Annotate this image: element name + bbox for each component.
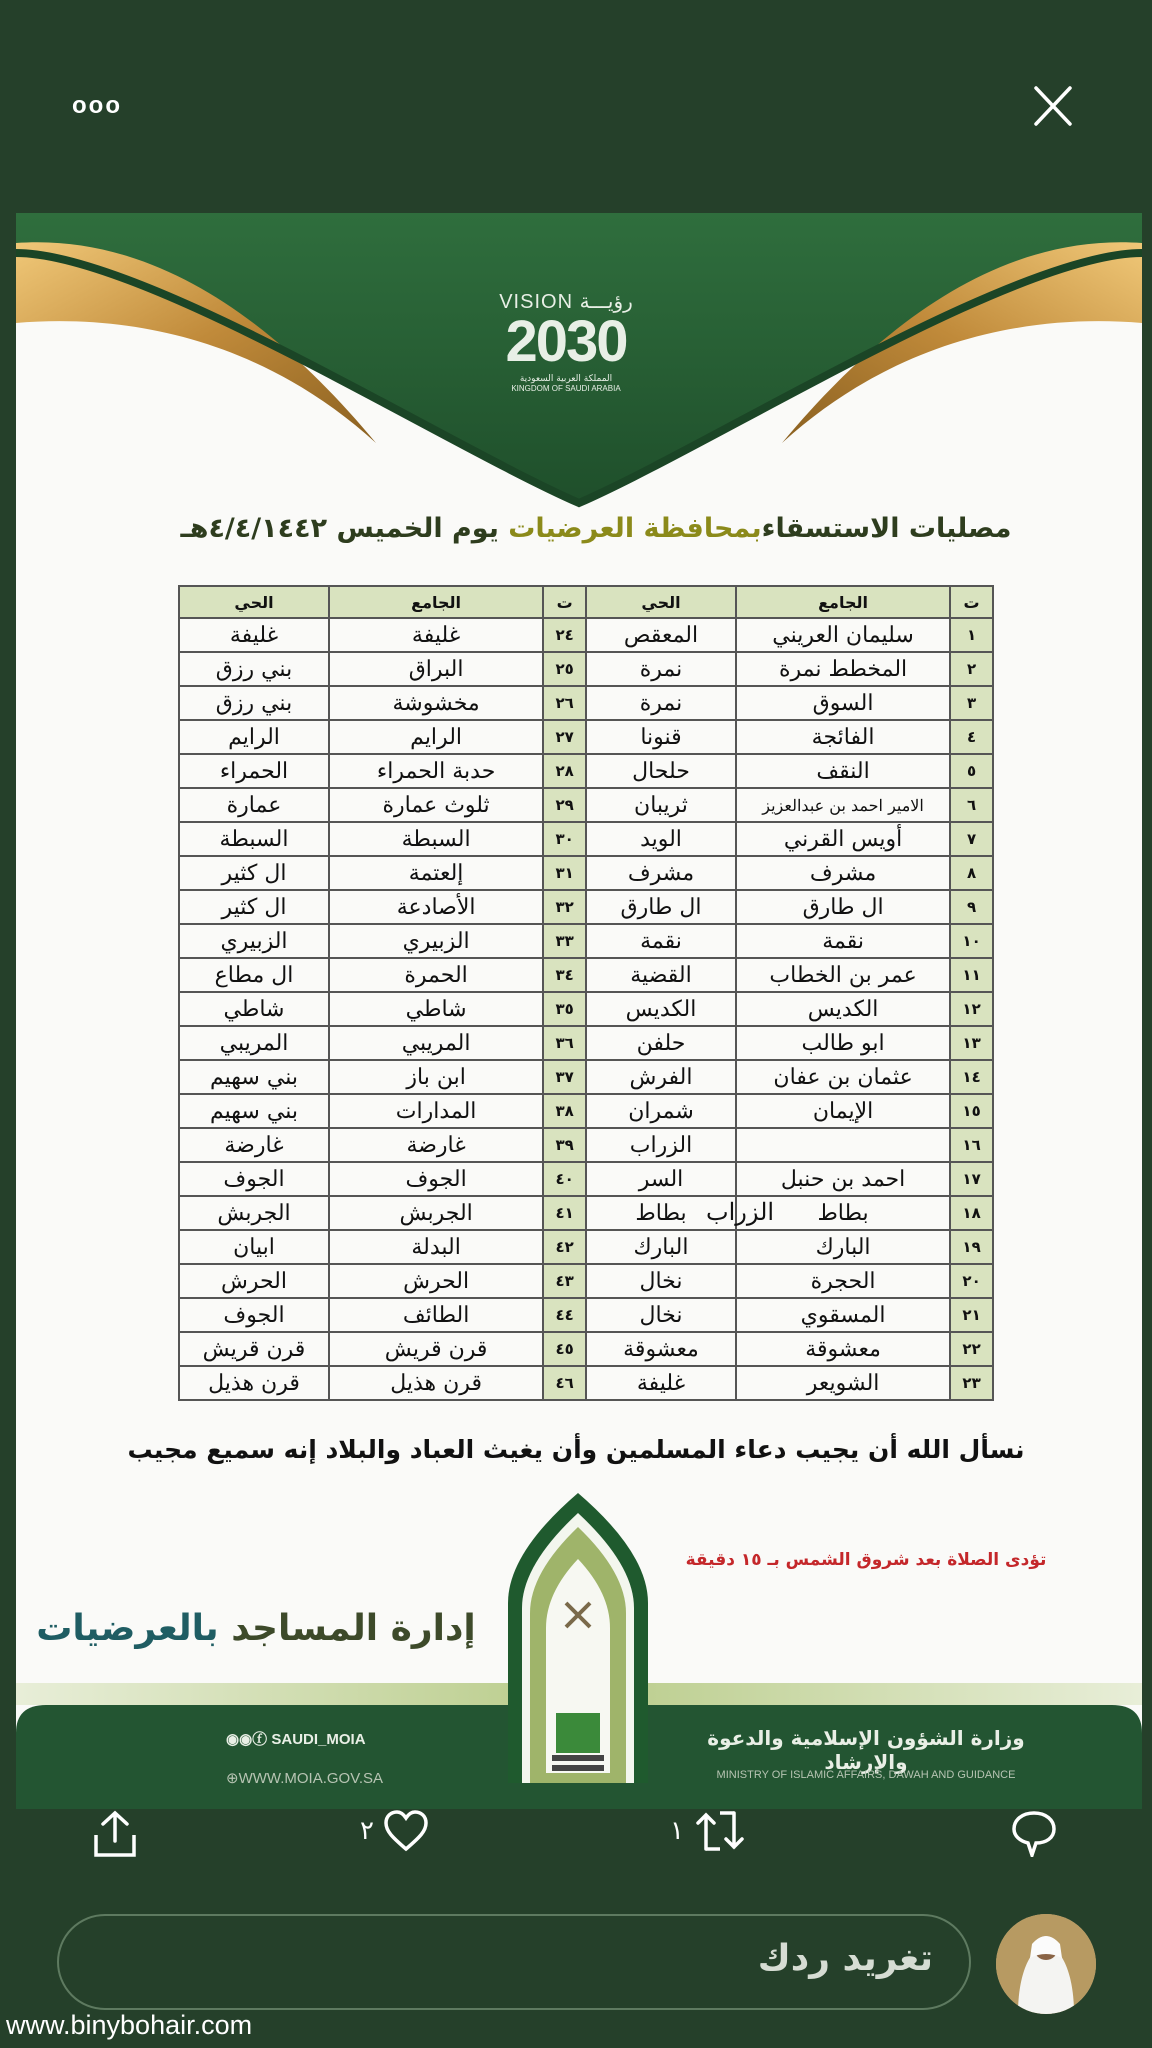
district-cell: بطاط xyxy=(586,1196,736,1230)
table-row xyxy=(179,890,993,924)
district-cell: الجربش xyxy=(179,1196,329,1230)
table-row xyxy=(179,1230,993,1264)
district-cell: الجوف xyxy=(179,1298,329,1332)
mosque-cell: الحرش xyxy=(329,1264,543,1298)
mosque-cell: الفائجة xyxy=(736,720,950,754)
mosque-cell xyxy=(736,1128,950,1162)
mosque-cell: الأصادعة xyxy=(329,890,543,924)
mosque-cell: ابو طالب xyxy=(736,1026,950,1060)
district-cell: الحمراء xyxy=(179,754,329,788)
row-number: ٢٠ xyxy=(950,1264,993,1298)
mosque-cell: احمد بن حنبل xyxy=(736,1162,950,1196)
mosque-cell: حدبة الحمراء xyxy=(329,754,543,788)
district-cell: شمران xyxy=(586,1094,736,1128)
row-number: ٣٦ xyxy=(543,1026,586,1060)
row-number: ٣ xyxy=(950,686,993,720)
district-cell: ثريبان xyxy=(586,788,736,822)
row-number: ٢٤ xyxy=(543,618,586,652)
mosque-cell: سليمان العريني xyxy=(736,618,950,652)
district-cell: قنونا xyxy=(586,720,736,754)
district-cell: الرايم xyxy=(179,720,329,754)
row-number: ٤٢ xyxy=(543,1230,586,1264)
table-row xyxy=(179,788,993,822)
vision-label: VISION رؤيـــة xyxy=(499,291,633,313)
district-cell: معشوقة xyxy=(586,1332,736,1366)
district-cell: بني رزق xyxy=(179,686,329,720)
prayer-text: نسأل الله أن يجيب دعاء المسلمين وأن يغيث العباد والبلاد إنه سميع مجيب xyxy=(127,1435,1025,1464)
mosque-cell: المخطط نمرة xyxy=(736,652,950,686)
row-number: ٣١ xyxy=(543,856,586,890)
row-number: ١٩ xyxy=(950,1230,993,1264)
district-cell: الزراب xyxy=(586,1128,736,1162)
district-cell: ال كثير xyxy=(179,890,329,924)
district-cell: نخال xyxy=(586,1298,736,1332)
row-number: ٣٧ xyxy=(543,1060,586,1094)
social-handle xyxy=(226,1728,426,1749)
table-row xyxy=(179,1332,993,1366)
like-count: ٢ xyxy=(360,1816,374,1846)
mosque-cell: الرايم xyxy=(329,720,543,754)
vision-2030-logo xyxy=(496,289,636,393)
ministry-name-ar: وزارة الشؤون الإسلامية والدعوة والإرشاد xyxy=(707,1726,1025,1774)
district-cell: السر xyxy=(586,1162,736,1196)
row-number: ١٢ xyxy=(950,992,993,1026)
mosque-cell: الكديس xyxy=(736,992,950,1026)
table-row xyxy=(179,754,993,788)
table-row xyxy=(179,1162,993,1196)
district-cell: قرن هذيل xyxy=(179,1366,329,1400)
row-number: ١ xyxy=(950,618,993,652)
vision-year: 2030 xyxy=(505,309,627,374)
district-cell: الجوف xyxy=(179,1162,329,1196)
district-cell: غليفة xyxy=(179,618,329,652)
mosque-cell: إلعتمة xyxy=(329,856,543,890)
mosque-cell: عثمان بن عفان xyxy=(736,1060,950,1094)
table-row xyxy=(179,618,993,652)
district-cell: الفرش xyxy=(586,1060,736,1094)
mosque-cell: الجربش xyxy=(329,1196,543,1230)
district-cell: ابيان xyxy=(179,1230,329,1264)
row-number: ٢٣ xyxy=(950,1366,993,1400)
header-mosque: الجامع xyxy=(329,586,543,618)
mosque-cell: عمر بن الخطاب xyxy=(736,958,950,992)
mosque-cell: السوق xyxy=(736,686,950,720)
table-row xyxy=(179,720,993,754)
table-row xyxy=(179,924,993,958)
row-number: ٤١ xyxy=(543,1196,586,1230)
district-cell: نخال xyxy=(586,1264,736,1298)
row-number: ٧ xyxy=(950,822,993,856)
tweet-actions xyxy=(0,1775,1152,1865)
mosque-cell: مخشوشة xyxy=(329,686,543,720)
retweet-count: ١ xyxy=(670,1816,684,1846)
district-cell: عمارة xyxy=(179,788,329,822)
tweet-image[interactable] xyxy=(16,213,1142,1809)
row-number: ٣٠ xyxy=(543,822,586,856)
mosque-cell: نقمة xyxy=(736,924,950,958)
row-number: ١٤ xyxy=(950,1060,993,1094)
globe-icon: ⊕ xyxy=(226,1770,239,1787)
row-number: ٢٥ xyxy=(543,652,586,686)
timing-note: تؤدى الصلاة بعد شروق الشمس بـ ١٥ دقيقة xyxy=(685,1550,1047,1570)
social-handle-text: SAUDI_MOIA xyxy=(271,1731,366,1748)
mosque-cell: أويس القرني xyxy=(736,822,950,856)
title-part1: مصليات الاستسقاء xyxy=(761,513,1012,544)
district-cell: غارضة xyxy=(179,1128,329,1162)
row-number: ٢١ xyxy=(950,1298,993,1332)
close-icon xyxy=(1028,82,1078,132)
mosque-cell: معشوقة xyxy=(736,1332,950,1366)
row-number: ١٠ xyxy=(950,924,993,958)
district-cell: مشرف xyxy=(586,856,736,890)
row-number: ٢٦ xyxy=(543,686,586,720)
district-cell: الويد xyxy=(586,822,736,856)
row-number: ١٣ xyxy=(950,1026,993,1060)
mosque-cell: الزبيري xyxy=(329,924,543,958)
district-cell: قرن قريش xyxy=(179,1332,329,1366)
mosque-cell: الجوف xyxy=(329,1162,543,1196)
mosque-cell: الطائف xyxy=(329,1298,543,1332)
mosques-table xyxy=(178,585,994,1401)
row-number: ١٧ xyxy=(950,1162,993,1196)
ministry-emblem xyxy=(508,1493,648,1783)
district-cell: القضية xyxy=(586,958,736,992)
reply-button[interactable] xyxy=(1010,1809,1058,1857)
ministry-name-en: MINISTRY OF ISLAMIC AFFAIRS, DAWAH AND GUIDANCE xyxy=(716,1769,1016,1781)
row-number: ٤٦ xyxy=(543,1366,586,1400)
heart-icon xyxy=(382,1809,430,1853)
district-cell: نمرة xyxy=(586,686,736,720)
row-number: ٥ xyxy=(950,754,993,788)
mosque-cell: ثلوث عمارة xyxy=(329,788,543,822)
mosque-cell: ال طارق xyxy=(736,890,950,924)
district-cell: المريبي xyxy=(179,1026,329,1060)
avatar[interactable] xyxy=(996,1914,1096,2014)
mosque-cell: ابن باز xyxy=(329,1060,543,1094)
dept-highlight: بالعرضيات xyxy=(36,1608,219,1649)
department-title xyxy=(16,1608,496,1649)
retweet-icon xyxy=(692,1809,748,1853)
row-number: ٣٥ xyxy=(543,992,586,1026)
table-row xyxy=(179,856,993,890)
mosque-cell: قرن هذيل xyxy=(329,1366,543,1400)
share-button[interactable] xyxy=(92,1809,138,1859)
header-num: ت xyxy=(950,586,993,618)
reply-icon xyxy=(1010,1809,1058,1857)
mosque-cell: البدلة xyxy=(329,1230,543,1264)
district-cell: بني رزق xyxy=(179,652,329,686)
district-cell: حلحال xyxy=(586,754,736,788)
like-button[interactable] xyxy=(360,1809,430,1853)
row-number: ٣٤ xyxy=(543,958,586,992)
mosque-cell: المدارات xyxy=(329,1094,543,1128)
header-mosque: الجامع xyxy=(736,586,950,618)
row-number: ٢٨ xyxy=(543,754,586,788)
district-cell: ال مطاع xyxy=(179,958,329,992)
row-number: ١٨ xyxy=(950,1196,993,1230)
mosque-cell: الحجرة xyxy=(736,1264,950,1298)
row-number: ٩ xyxy=(950,890,993,924)
kingdom-ar: المملكة العربية السعودية xyxy=(519,374,613,384)
row-number: ٢٩ xyxy=(543,788,586,822)
row-number: ١٥ xyxy=(950,1094,993,1128)
row-number: ٣٩ xyxy=(543,1128,586,1162)
row-number: ٤ xyxy=(950,720,993,754)
mosque-cell: السبطة xyxy=(329,822,543,856)
social-icons: ◉◉ⓕ xyxy=(226,1731,272,1748)
district-cell: غليفة xyxy=(586,1366,736,1400)
district-cell: الزبيري xyxy=(179,924,329,958)
mosque-cell: البارك xyxy=(736,1230,950,1264)
mosque-cell: المسقوي xyxy=(736,1298,950,1332)
reply-placeholder: تغريد ردك xyxy=(757,1938,933,1979)
table-row xyxy=(179,1094,993,1128)
table-row xyxy=(179,992,993,1026)
title-highlight: بمحافظة العرضيات xyxy=(508,513,762,544)
mosque-cell: غليفة xyxy=(329,618,543,652)
row-number: ١٦ xyxy=(950,1128,993,1162)
table-row xyxy=(179,1366,993,1400)
mosque-cell: شاطي xyxy=(329,992,543,1026)
row-number: ٢٧ xyxy=(543,720,586,754)
table-header-row xyxy=(179,586,993,618)
row-number: ٤٥ xyxy=(543,1332,586,1366)
retweet-button[interactable] xyxy=(670,1809,748,1853)
table-row xyxy=(179,1264,993,1298)
dept-part1: إدارة المساجد xyxy=(218,1608,476,1649)
mosque-cell: البراق xyxy=(329,652,543,686)
mosque-cell: الإيمان xyxy=(736,1094,950,1128)
row-number: ٤٣ xyxy=(543,1264,586,1298)
table-row xyxy=(179,1026,993,1060)
row-number: ٣٣ xyxy=(543,924,586,958)
table-row xyxy=(179,1128,993,1162)
district-cell: الكديس xyxy=(586,992,736,1026)
mosque-cell: الشويعر xyxy=(736,1366,950,1400)
district-cell: حلفن xyxy=(586,1026,736,1060)
table-body xyxy=(179,618,993,1400)
table-row xyxy=(179,958,993,992)
mosque-cell: الحمرة xyxy=(329,958,543,992)
table-row xyxy=(179,1060,993,1094)
row-number: ٨ xyxy=(950,856,993,890)
district-cell: ال طارق xyxy=(586,890,736,924)
website-text: WWW.MOIA.GOV.SA xyxy=(238,1770,384,1787)
row-number: ٢ xyxy=(950,652,993,686)
district-cell: المعقص xyxy=(586,618,736,652)
district-cell: شاطي xyxy=(179,992,329,1026)
top-bar xyxy=(0,0,1152,210)
district-cell: البارك xyxy=(586,1230,736,1264)
table-row xyxy=(179,1196,993,1230)
more-options-button[interactable]: ooo xyxy=(72,92,122,119)
row-number: ٢٢ xyxy=(950,1332,993,1366)
table-row xyxy=(179,822,993,856)
reply-input[interactable] xyxy=(57,1914,971,2010)
district-cell: بني سهيم xyxy=(179,1060,329,1094)
row-number: ٣٢ xyxy=(543,890,586,924)
mosque-cell: الامير احمد بن عبدالعزيز xyxy=(736,788,950,822)
district-cell: نقمة xyxy=(586,924,736,958)
district-cell: الحرش xyxy=(179,1264,329,1298)
district-cell: بني سهيم xyxy=(179,1094,329,1128)
header-num: ت xyxy=(543,586,586,618)
district-cell: نمرة xyxy=(586,652,736,686)
table-row xyxy=(179,686,993,720)
poster-title xyxy=(166,513,1026,544)
mosque-cell: مشرف xyxy=(736,856,950,890)
user-photo xyxy=(996,1914,1096,2014)
district-cell: السبطة xyxy=(179,822,329,856)
title-part2: يوم الخميس ٤/٤/١٤٤٢هـ xyxy=(180,513,509,544)
row-number: ١١ xyxy=(950,958,993,992)
overlay-annotation: الزراب xyxy=(706,1198,775,1226)
share-icon xyxy=(92,1809,138,1859)
mosque-cell: بطاط xyxy=(736,1196,950,1230)
table-row xyxy=(179,652,993,686)
mosque-cell: النقف xyxy=(736,754,950,788)
header-district: الحي xyxy=(179,586,329,618)
close-button[interactable] xyxy=(1028,82,1078,132)
row-number: ٣٨ xyxy=(543,1094,586,1128)
kingdom-en: KINGDOM OF SAUDI ARABIA xyxy=(511,384,621,393)
mosque-cell: قرن قريش xyxy=(329,1332,543,1366)
row-number: ٦ xyxy=(950,788,993,822)
district-cell: ال كثير xyxy=(179,856,329,890)
mosque-cell: المريبي xyxy=(329,1026,543,1060)
row-number: ٤٠ xyxy=(543,1162,586,1196)
header-district: الحي xyxy=(586,586,736,618)
row-number: ٤٤ xyxy=(543,1298,586,1332)
mosque-cell: غارضة xyxy=(329,1128,543,1162)
table-row xyxy=(179,1298,993,1332)
watermark: www.binybohair.com xyxy=(6,2010,253,2040)
